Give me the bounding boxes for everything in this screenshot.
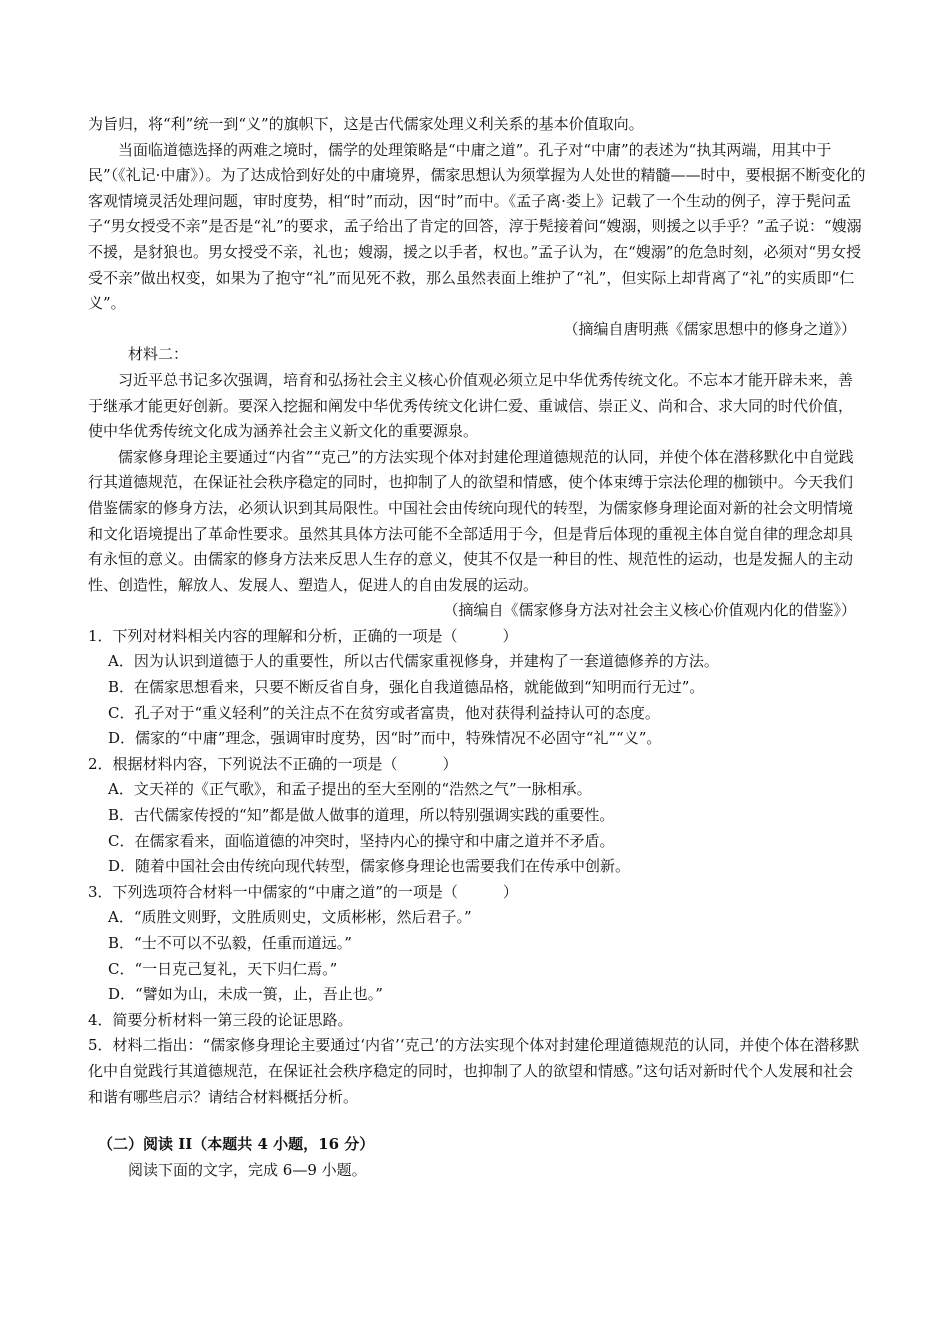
material2-paragraph-2: 儒家修身理论主要通过“内省”“克己”的方法实现个体对封建伦理道德规范的认同，并使个体在潜移默化中自觉践行其道德规范，在保证社会秩序稳定的同时，也抑制了人的欲望和情感，使个体束缚于宗法伦理的枷锁中。今天我们借鉴儒家的修身方法，必须认识到其局限性。中国社会由传统向现代的转型，为儒家修身理论面对新的社会文明情境和文化语境提出了革命性要求。虽然其具体方法可能不全部适用于今，但是背后体现的重视主体自觉自律的理念却具有永恒的意义。由儒家的修身方法来反思人生存的意义，使其不仅是一种目的性、规范性的运动，也是发掘人的主动性、创造性，解放人、发展人、塑造人，促进人的自由发展的运动。 [88,447,854,594]
exam-page [88,112,866,1183]
material2-paragraph-1: 习近平总书记多次强调，培育和弘扬社会主义核心价值观必须立足中华优秀传统文化。不忘本才能开辟未来，善于继承才能更好创新。要深入挖掘和阐发中华优秀传统文化讲仁爱、重诚信、崇正义、尚和合、求大同的时代价值，使中华优秀传统文化成为涵养社会主义新文化的重要源泉。 [88,370,854,441]
question-option: B．古代儒家传授的“知”都是做人做事的道理，所以特别强调实践的重要性。 [108,806,615,825]
material2-source: （摘编自《儒家修身方法对社会主义核心价值观内化的借鉴》） [443,601,856,620]
question-option: D．“譬如为山，未成一篑，止，吾止也。” [108,985,383,1004]
question-option: A．因为认识到道德于人的重要性，所以古代儒家重视修身，并建构了一套道德修养的方法。 [108,652,719,671]
question-5: 5．材料二指出：“儒家修身理论主要通过‘内省’‘克己’的方法实现个体对封建伦理道德规范的认同，并使个体在潜移默化中自觉践行其道德规范，在保证社会秩序稳定的同时，也抑制了人的欲望和情感。”这句话对新时代个人发展和社会和谐有哪些启示？请结合材料概括分析。 [88,1036,860,1106]
question-option: D．随着中国社会由传统向现代转型，儒家修身理论也需要我们在传承中创新。 [108,857,631,876]
material2-label: 材料二： [128,345,189,364]
question-option: A．“质胜文则野，文胜质则史，文质彬彬，然后君子。” [108,908,472,927]
question-option: B．在儒家思想看来，只要不断反省自身，强化自我道德品格，就能做到“知明而行无过”。 [108,678,705,697]
question-stem: 1．下列对材料相关内容的理解和分析，正确的一项是（ ） [88,626,518,645]
section-2-instruction: 阅读下面的文字，完成 6—9 小题。 [128,1160,367,1179]
question-4: 4．简要分析材料一第三段的论证思路。 [88,1010,353,1029]
material1-paragraph-tail: 为旨归，将“利”统一到“义”的旗帜下，这是古代儒家处理义利关系的基本价值取向。 [88,115,644,133]
question-option: A．文天祥的《正气歌》，和孟子提出的至大至刚的“浩然之气”一脉相承。 [108,780,592,799]
question-option: C．孔子对于“重义轻利”的关注点不在贫穷或者富贵，他对获得利益持认可的态度。 [108,703,660,722]
question-option: B．“士不可以不弘毅，任重而道远。” [108,934,352,952]
question-option: D．儒家的“中庸”理念，强调审时度势，因“时”而中，特殊情况不必固守“礼”“义”。 [108,729,662,748]
material1-paragraph-zhongyong: 当面临道德选择的两难之境时，儒学的处理策略是“中庸之道”。孔子对“中庸”的表述为“执其两端，用其中于民”（《礼记·中庸》）。为了达成恰到好处的中庸境界，儒家思想认为须掌握为人处世的精髓——时中，要根据不断变化的客观情境灵活处理问题，审时度势，相“时”而动，因“时”而中。《孟子离·娄上》记载了一个生动的例子，淳于髡问孟子“男女授受不亲”是否是“礼”的要求，孟子给出了肯定的回答，淳于髡接着问“嫂溺，则援之以手乎？”孟子说：“嫂溺不援，是豺狼也。男女授受不亲，礼也；嫂溺，援之以手者，权也。”孟子认为，在“嫂溺”的危急时刻，必须对“男女授受不亲”做出权变，如果为了抱守“礼”而见死不救，那么虽然表面上维护了“礼”，但实际上却背离了“礼”的实质即“仁义”。 [88,140,866,313]
question-stem: 3．下列选项符合材料一中儒家的“中庸之道”的一项是（ ） [88,882,518,901]
question-option: C．在儒家看来，面临道德的冲突时，坚持内心的操守和中庸之道并不矛盾。 [108,831,615,850]
question-1 [88,624,866,752]
material1-source: （摘编自唐明燕《儒家思想中的修身之道》） [563,319,856,338]
question-option: C．“一日克己复礼，天下归仁焉。” [108,959,338,978]
question-2 [88,752,866,880]
section-2-heading: （二）阅读 II（本题共 4 小题，16 分） [98,1135,375,1154]
question-stem: 2．根据材料内容，下列说法不正确的一项是（ ） [88,754,458,773]
question-3 [88,880,866,1008]
